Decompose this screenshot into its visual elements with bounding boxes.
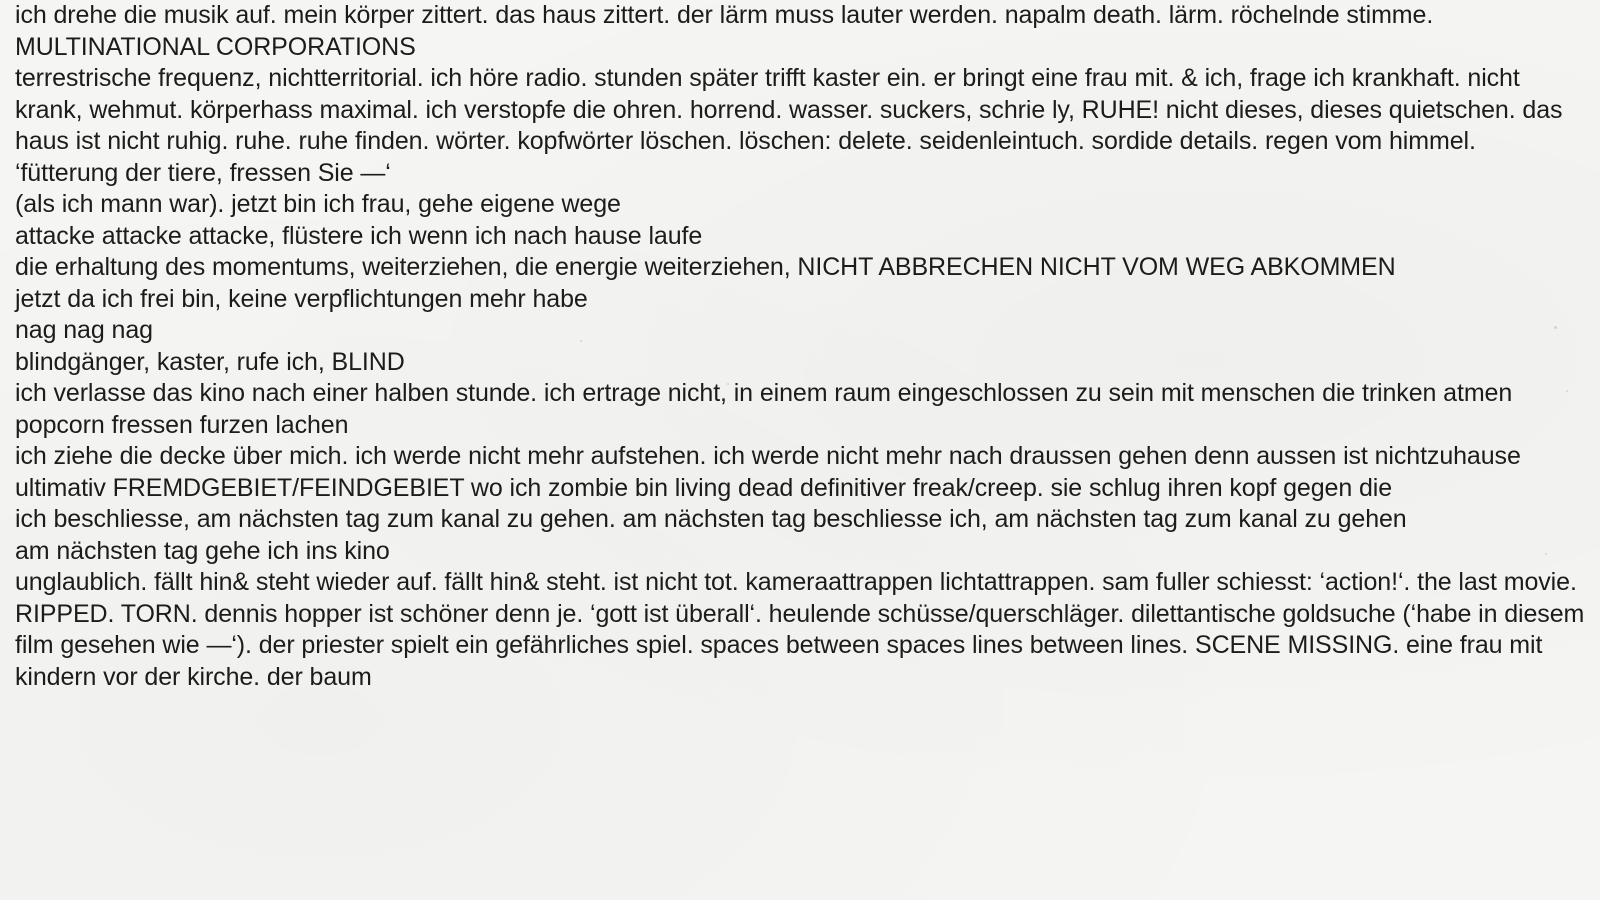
paragraph-8: blindgänger, kaster, rufe ich, BLIND bbox=[15, 347, 405, 376]
paragraph-6: jetzt da ich frei bin, keine verpflichtungen mehr habe bbox=[15, 284, 588, 313]
body-text bbox=[15, 0, 1585, 693]
scan-speck bbox=[580, 340, 582, 342]
paragraph-12: am nächsten tag gehe ich ins kino bbox=[15, 536, 390, 565]
paragraph-2: terrestrische frequenz, nichtterritorial. ich höre radio. stunden später trifft kaster ein. er bringt eine frau mit. & ich, frage ich krankhaft. nicht krank, wehmut. körperhass maximal. ich verstopfe die ohren. horrend. wasser. suckers, schrie ly, RUHE! nicht dieses, dieses quietschen. das haus ist nicht ruhig. ruhe. ruhe finden. wörter. kopfwörter löschen. löschen: delete. seidenleintuch. sordide details. regen vom himmel. ‘fütterung der tiere, fressen Sie —‘ bbox=[15, 64, 1563, 187]
paragraph-11: ich beschliesse, am nächsten tag zum kanal zu gehen. am nächsten tag beschliesse ich, am nächsten tag zum kanal zu gehen bbox=[15, 505, 1407, 533]
scan-speck bbox=[727, 383, 729, 385]
scan-speck bbox=[1566, 390, 1568, 392]
paragraph-5: die erhaltung des momentums, weiterziehen, die energie weiterziehen, NICHT ABBRECHEN NICHT VOM WEG ABKOMMEN bbox=[15, 253, 1396, 281]
paragraph-7: nag nag nag bbox=[15, 316, 153, 344]
paragraph-9: ich verlasse das kino nach einer halben stunde. ich ertrage nicht, in einem raum eingeschlossen zu sein mit menschen die trinken atmen popcorn fressen furzen lachen bbox=[15, 379, 1513, 439]
paragraph-10: ich ziehe die decke über mich. ich werde nicht mehr aufstehen. ich werde nicht mehr nach draussen gehen denn aussen ist nichtzuhause ultimativ FREMDGEBIET/FEINDGEBIET wo ich zombie bin living dead definitiver freak/creep. sie schlug ihren kopf gegen die bbox=[15, 442, 1521, 502]
paragraph-3: (als ich mann war). jetzt bin ich frau, gehe eigene wege bbox=[15, 190, 621, 218]
scan-speck bbox=[1554, 326, 1557, 329]
paragraph-4: attacke attacke attacke, flüstere ich wenn ich nach hause laufe bbox=[15, 221, 703, 250]
paragraph-13: unglaublich. fällt hin& steht wieder auf. fällt hin& steht. ist nicht tot. kameraattrappen lichtattrappen. sam fuller schiesst: ‘action!‘. the last movie. RIPPED. TORN. dennis hopper ist schöner denn je. ‘gott ist überall‘. heulende schüsse/querschläger. dilettantische goldsuche (‘habe in diesem film gesehen wie —‘). der priester spielt ein gefährliches spiel. spaces between spaces lines between lines. SCENE MISSING. eine frau mit kindern vor der kirche. der baum bbox=[15, 568, 1585, 691]
paragraph-1: ich drehe die musik auf. mein körper zittert. das haus zittert. der lärm muss lauter werden. napalm death. lärm. röchelnde stimme. MULTINATIONAL CORPORATIONS bbox=[15, 1, 1434, 61]
scan-speck bbox=[1545, 553, 1547, 555]
